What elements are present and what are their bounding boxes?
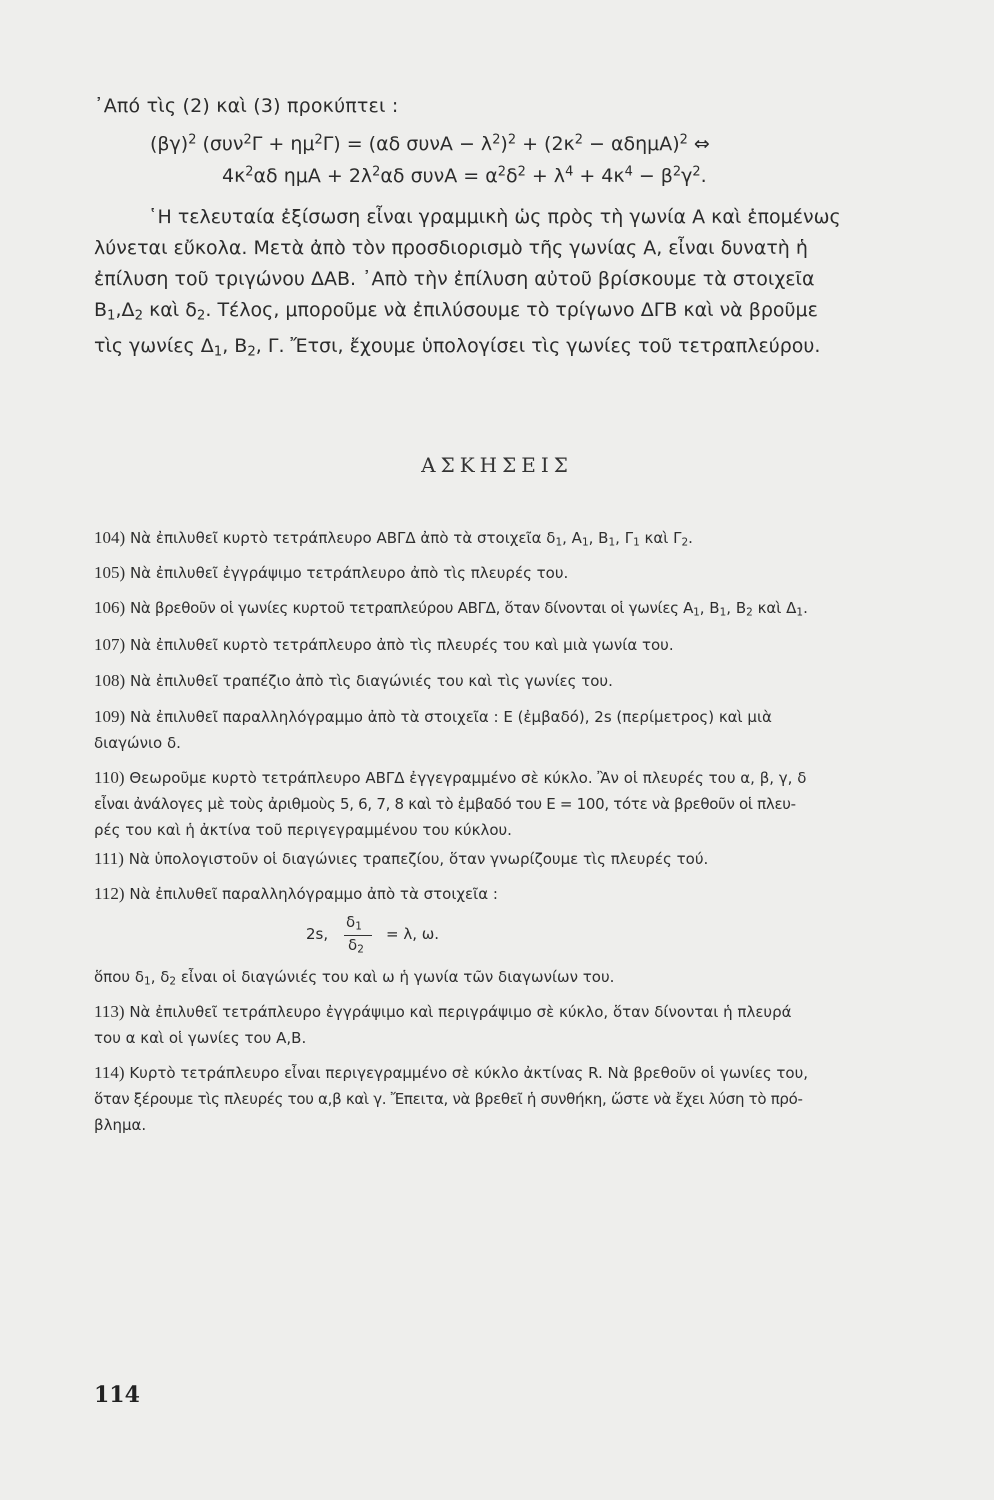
eq1-sup: 2 [574,132,583,148]
exercise-number: 105) [94,563,126,582]
eq2-part: αδ ημΑ + 2λ [253,165,373,187]
eq2-part: . [700,165,707,187]
eq2-part: + λ [525,165,566,187]
exercise-line: του α καὶ οἱ γωνίες του Α,Β. [94,1029,307,1047]
text-part: καὶ δ [143,299,197,321]
text-part: . [803,599,808,617]
exercise-number: 104) [94,528,126,547]
text-part: , Β [588,529,609,547]
text-part: ὅπου δ [94,968,145,986]
exercise-105 [94,560,956,586]
exercise-number: 113) [94,1002,125,1021]
subscript: 1 [355,920,362,933]
exercise-line [94,765,956,791]
formula-prefix: 2s, [306,925,329,943]
exercise-107 [94,632,956,658]
eq1-sup: 2 [243,132,252,148]
eq2-part: γ [681,165,693,187]
eq1-part: + (2κ [516,133,575,155]
subscript: 1 [555,536,563,549]
eq2-part: 4κ [222,165,246,187]
exercise-line [94,704,956,730]
eq1-part: ) [500,133,508,155]
exercise-number: 106) [94,598,126,617]
exercise-text: Νὰ ἐπιλυθεῖ ἐγγράψιμο τετράπλευρο ἀπὸ τὶς πλευρές του. [129,564,569,582]
text-part: Νὰ βρεθοῦν οἱ γωνίες κυρτοῦ τετραπλεύρου ΑΒΓΔ, ὅταν δίνονται οἱ γωνίες Α [129,599,694,617]
exercise-number: 112) [94,884,125,903]
exercise-text: Κυρτὸ τετράπλευρο εἶναι περιγεγραμμένο σὲ κύκλο ἀκτίνας R. Νὰ βρεθοῦν οἱ γωνίες του, [129,1064,809,1082]
eq2-sup: 4 [624,164,633,180]
subscript: 2 [134,308,144,324]
text-part: καὶ Γ [639,529,682,547]
eq1-part: Γ + ημ [251,133,315,155]
subscript: 2 [681,536,689,549]
subscript: 2 [357,943,364,956]
exercise-113 [94,999,956,1051]
exercise-106 [94,595,956,626]
eq2-part: − β [632,165,673,187]
text-part: Νὰ ἐπιλυθεῖ κυρτὸ τετράπλευρο ΑΒΓΔ ἀπὸ τὰ στοιχεῖα δ [129,529,556,547]
eq1-sup: 2 [679,132,688,148]
exercise-number: 108) [94,671,126,690]
text-part: , δ [150,968,170,986]
text-part: , Β [726,599,747,617]
subscript: 1 [213,344,223,360]
text-part: . Τέλος, μποροῦμε νὰ ἐπιλύσουμε τὸ τρίγωνο ΔΓΒ καὶ νὰ βροῦμε [205,299,818,321]
eq2-sup: 2 [497,164,506,180]
eq1-part: (βγ) [150,133,189,155]
exercise-number: 110) [94,768,125,787]
exercise-112 [94,881,956,907]
eq2-sup: 4 [565,164,574,180]
subscript: 1 [633,536,640,549]
eq1-sup: 2 [188,132,197,148]
fraction-numerator [346,913,362,933]
paragraph-line: λύνεται εὔκολα. Μετὰ ἀπὸ τὸν προσδιορισμὸ τῆς γωνίας Α, εἶναι δυνατὴ ἡ [94,237,808,259]
exercise-number: 111) [94,849,124,868]
formula-suffix: = λ, ω. [386,925,440,943]
intro-line: ᾿Από τὶς (2) καὶ (3) προκύπτει : [94,95,399,117]
eq2-sup: 2 [517,164,526,180]
subscript: 1 [719,606,727,619]
exercise-112-formula [306,913,506,966]
text-part: , Γ [615,529,634,547]
exercise-text: Θεωροῦμε κυρτὸ τετράπλευρο ΑΒΓΔ ἐγγεγραμμένο σὲ κύκλο. Ἂν οἱ πλευρές του α, β, γ, δ [129,769,807,787]
exercise-line: ὅταν ξέρουμε τὶς πλευρές του α,β καὶ γ. Ἔπειτα, νὰ βρεθεῖ ἡ συνθήκη, ὥστε νὰ ἔχει λύση τὸ πρό- [94,1090,803,1108]
exercise-110 [94,765,956,843]
fraction-denominator [348,936,364,956]
exercise-line [94,1060,956,1086]
page-number: 114 [94,1382,140,1408]
exercise-number: 114) [94,1063,125,1082]
paragraph-line: ῾Η τελευταία ἐξίσωση εἶναι γραμμικὴ ὡς πρὸς τὴ γωνία Α καὶ ἑπομένως [148,206,841,228]
text-part: . [688,529,693,547]
exercise-114 [94,1060,956,1138]
paragraph-line [94,295,954,331]
exercise-text: Νὰ ὑπολογιστοῦν οἱ διαγώνιες τραπεζίου, ὅταν γνωρίζουμε τὶς πλευρές τού. [128,850,709,868]
paragraph-line [94,331,954,367]
exercise-line: ρές του καὶ ἡ ἀκτίνα τοῦ περιγεγραμμένου του κύκλου. [94,821,512,839]
subscript: 1 [608,536,616,549]
eq1-sup: 2 [314,132,323,148]
subscript: 2 [746,606,753,619]
equivalence-arrow: ⇔ [687,133,710,155]
text-part: ,Δ [115,299,135,321]
eq2-sup: 2 [672,164,682,180]
eq2-sup: 2 [372,164,381,180]
text-part: , Β [699,599,720,617]
subscript: 1 [693,606,700,619]
section-heading: ΑΣΚΗΣΕΙΣ [421,453,573,477]
eq1-part: (συν [202,133,244,155]
equation-2 [222,165,707,187]
exercise-text: Νὰ ἐπιλυθεῖ παραλληλόγραμμο ἀπὸ τὰ στοιχεῖα : [129,885,498,903]
exercise-112-note [94,964,956,995]
exercise-108 [94,668,956,694]
text-part: Β [94,299,108,321]
text-part: , Γ. Ἔτσι, ἔχουμε ὑπολογίσει τὶς γωνίες τοῦ τετραπλεύρου. [255,335,821,358]
exercise-109 [94,704,956,756]
exercise-line: διαγώνιο δ. [94,734,181,752]
subscript: 1 [107,308,116,324]
equation-1 [150,133,710,155]
subscript: 2 [169,975,177,988]
exercise-number: 109) [94,707,126,726]
subscript: 2 [247,344,256,360]
exercise-line [94,999,956,1025]
exercise-text: Νὰ ἐπιλυθεῖ κυρτὸ τετράπλευρο ἀπὸ τὶς πλευρές του καὶ μιὰ γωνία του. [129,636,674,654]
subscript: 1 [144,975,151,988]
exercise-104 [94,525,956,556]
exercise-text: Νὰ ἐπιλυθεῖ παραλληλόγραμμο ἀπὸ τὰ στοιχεῖα : Ε (ἐμβαδό), 2s (περίμετρος) καὶ μιὰ [129,708,772,726]
eq1-part: Γ) = (αδ συνΑ − λ [322,133,493,155]
exercise-111 [94,846,956,872]
eq1-sup: 2 [507,132,517,148]
subscript: 2 [196,308,206,324]
explanation-paragraph [94,202,954,368]
text-part: εἶναι οἱ διαγώνιές του καὶ ω ἡ γωνία τῶν διαγωνίων του. [176,968,615,986]
text-part: , Α [562,529,582,547]
paragraph-line: ἐπίλυση τοῦ τριγώνου ΔΑΒ. ᾿Απὸ τὴν ἐπίλυση αὐτοῦ βρίσκουμε τὰ στοιχεῖα [94,268,815,290]
exercise-text: Νὰ ἐπιλυθεῖ τετράπλευρο ἐγγράψιμο καὶ περιγράψιμο σὲ κύκλο, ὅταν δίνονται ἡ πλευρά [129,1003,792,1021]
exercise-line: βλημα. [94,1116,147,1134]
eq2-sup: 2 [692,164,701,180]
eq2-part: δ [505,165,518,187]
eq2-part: + 4κ [573,165,625,187]
exercise-line: εἶναι ἀνάλογες μὲ τοὺς ἀριθμοὺς 5, 6, 7, 8 καὶ τὸ ἐμβαδό του Ε = 100, τότε νὰ βρεθοῦν οἱ πλευ- [94,795,796,813]
text-part: καὶ Δ [752,599,797,617]
text-part: δ [346,913,356,931]
text-part: , Β [222,335,248,358]
exercise-text: Νὰ ἐπιλυθεῖ τραπέζιο ἀπὸ τὶς διαγώνιές του καὶ τὶς γωνίες του. [129,672,613,690]
eq2-sup: 2 [245,164,254,180]
text-part: τὶς γωνίες Δ [94,335,214,358]
eq1-part: − αδημΑ) [582,133,680,155]
text-part: δ [348,936,358,954]
subscript: 1 [796,606,804,619]
eq1-sup: 2 [492,132,501,148]
subscript: 1 [581,536,589,549]
eq2-part: αδ συνΑ = α [380,165,498,187]
exercise-number: 107) [94,635,126,654]
